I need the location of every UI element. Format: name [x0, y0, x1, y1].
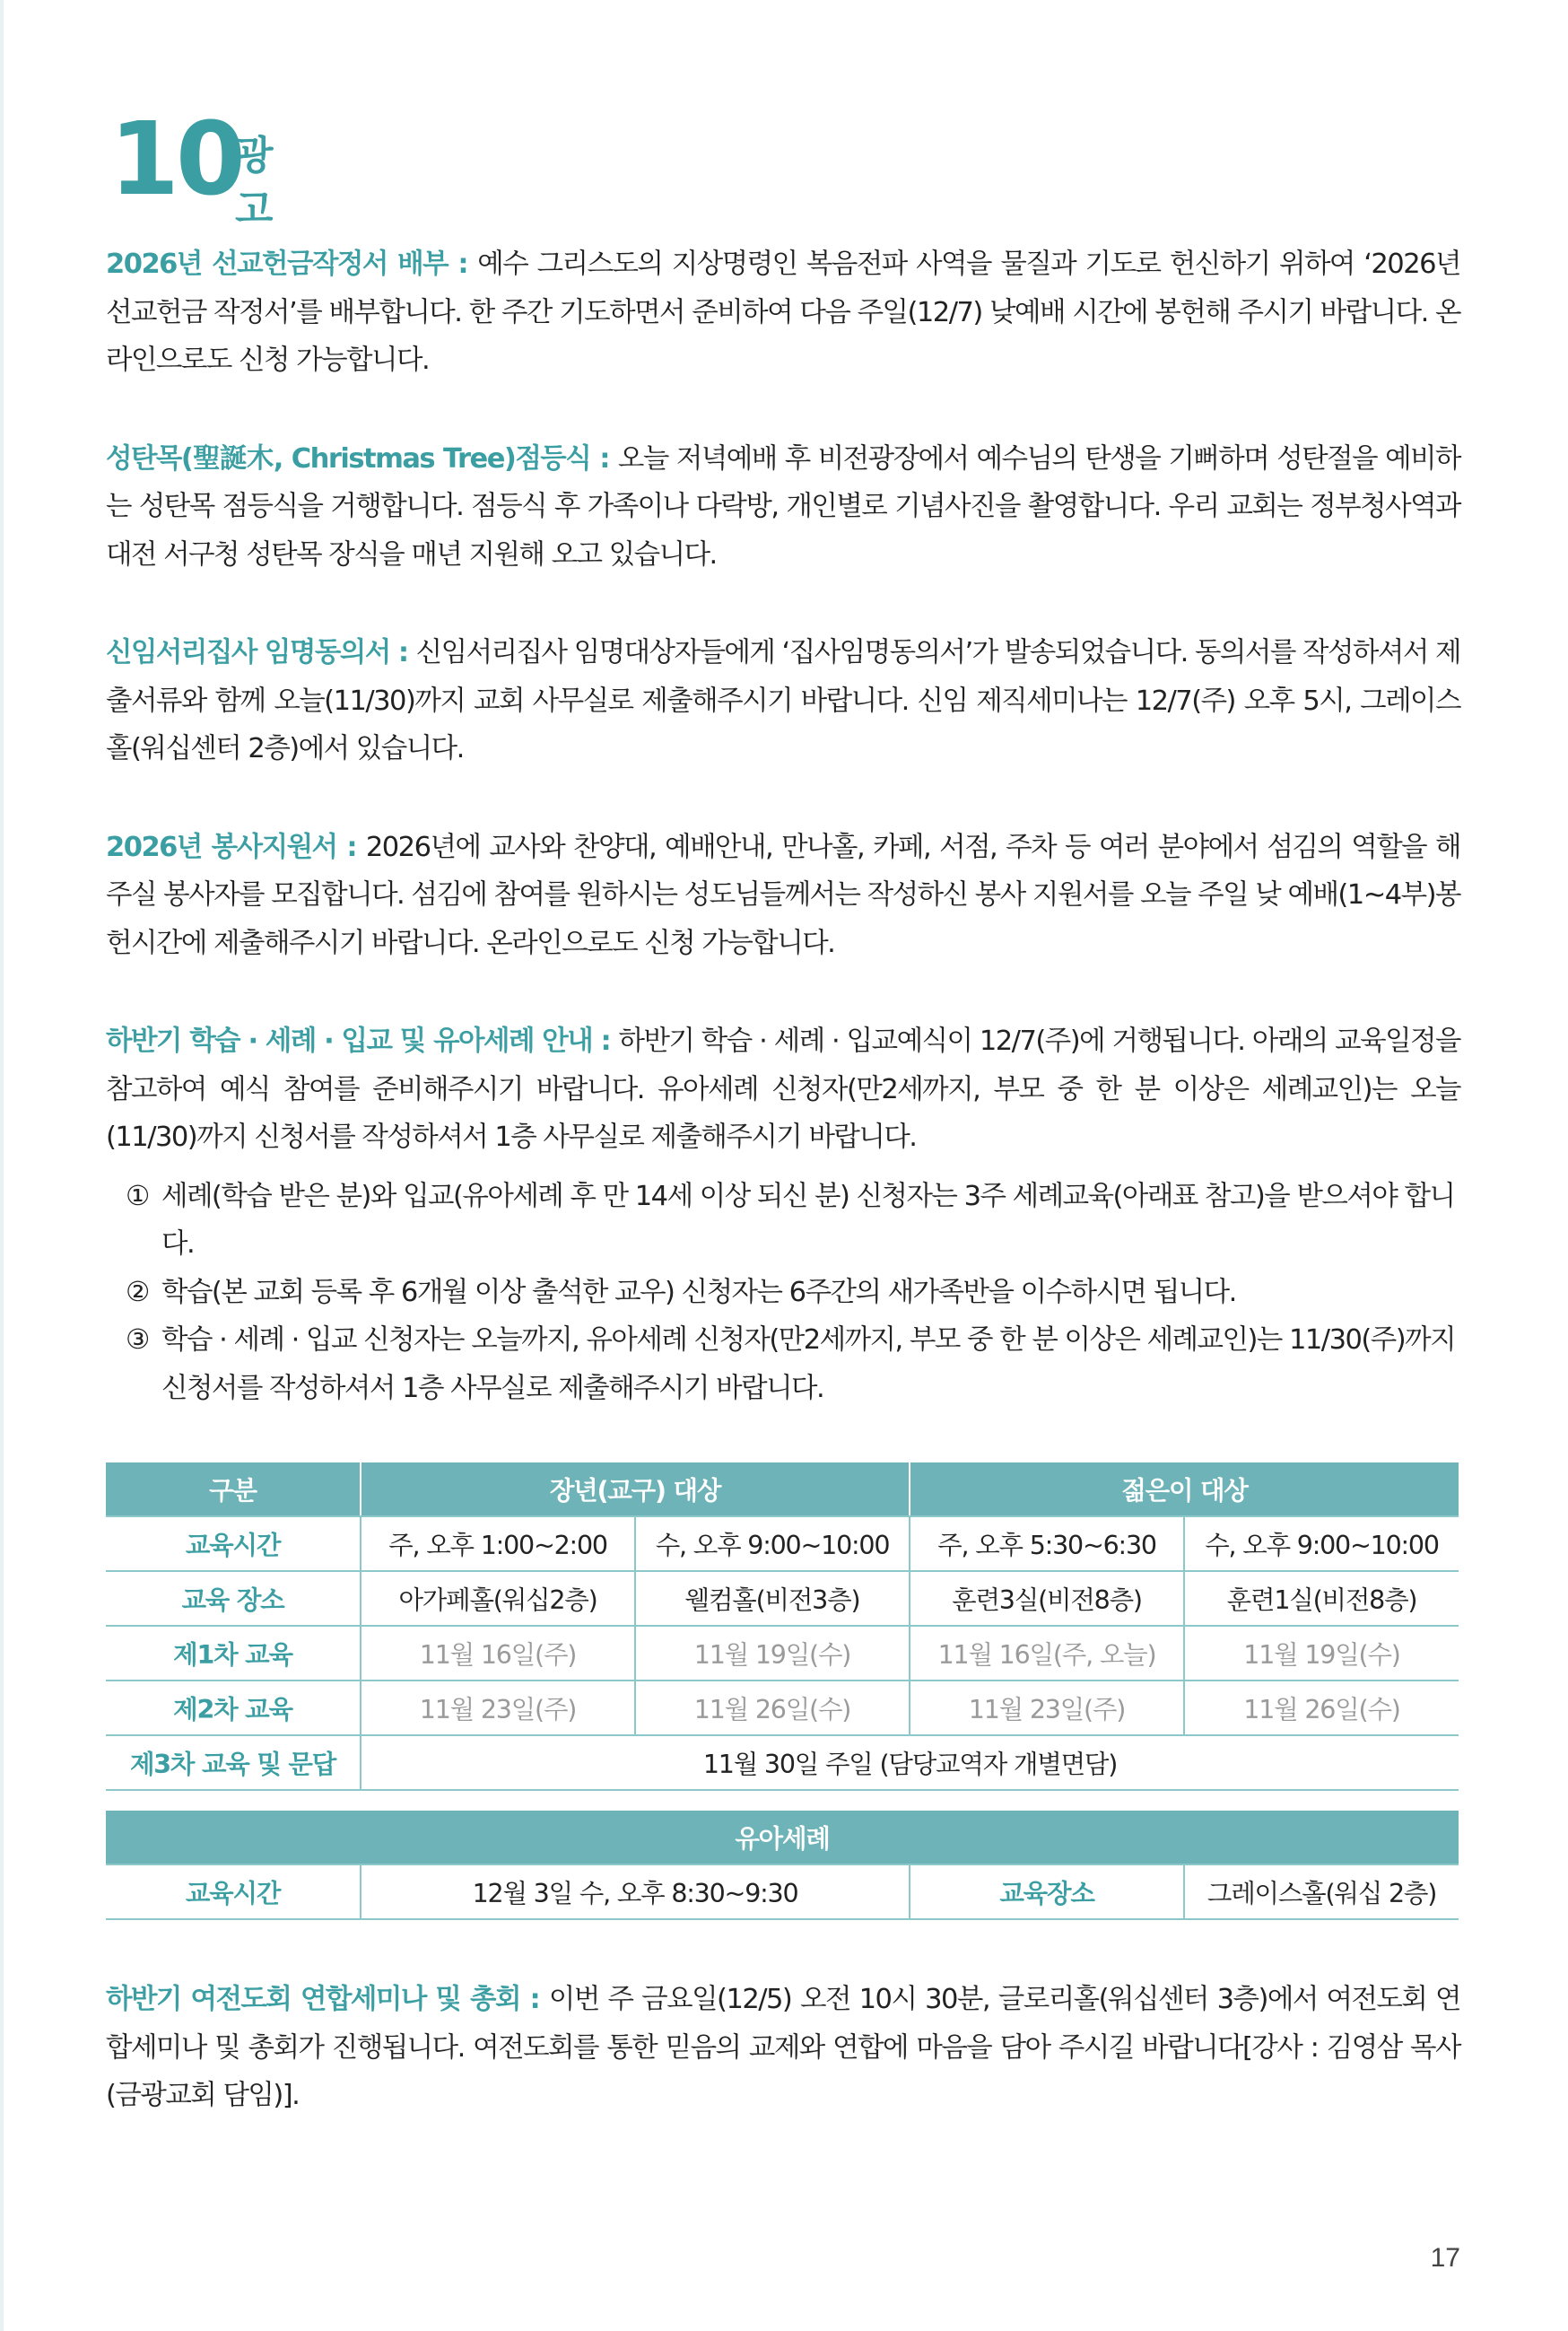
table-cell: 훈련3실(비전8층): [910, 1571, 1184, 1626]
announcement-mission-pledge: [106, 240, 1460, 385]
announcement-heading: 하반기 여전도회 연합세미나 및 총회 :: [106, 1984, 549, 2015]
row-label: 교육장소: [910, 1864, 1184, 1919]
header-category: 구분: [106, 1462, 361, 1516]
baptism-notes-list: [106, 1173, 1460, 1413]
table-cell: 그레이스홀(워십 2층): [1184, 1864, 1459, 1919]
table-cell: 11월 26일(수): [1184, 1681, 1459, 1735]
announcement-heading: 2026년 봉사지원서 :: [106, 831, 366, 863]
page-edge-rule: [0, 0, 4, 2331]
announcement-christmas-tree: [106, 435, 1460, 580]
row-label: 제3차 교육 및 문답: [106, 1735, 361, 1790]
announcement-heading: 성탄목(聖誕木, Christmas Tree)점등식 :: [106, 442, 618, 475]
table-cell: 11월 16일(주): [361, 1626, 635, 1681]
table-row: [106, 1571, 1459, 1626]
announcement-body: 예수 그리스도의 지상명령인 복음전파 사역을 물질과 기도로 헌신하기 위하여 ‘2026년 선교헌금 작정서’를 배부합니다. 한 주간 기도하면서 준비하여 다음 주일(12/7) 낮예배 시간에 봉헌해 주시기 바랍니다. 온라인으로도 신청 가능합니다.: [106, 249, 1460, 376]
page-number: 17: [1430, 2243, 1460, 2273]
announcement-body: 신임서리집사 임명대상자들에게 ‘집사임명동의서’가 발송되었습니다. 동의서를 작성하셔서 제출서류와 함께 오늘(11/30)까지 교회 사무실로 제출해주시기 바랍니다. 신임 제직세미나는 12/7(주) 오후 5시, 그레이스홀(워십센터 2층)에서 있습니다.: [106, 637, 1460, 764]
announcement-heading: 하반기 학습 · 세례 · 입교 및 유아세례 안내 :: [106, 1026, 619, 1057]
table-cell: 11월 30일 주일 (담당교역자 개별면담): [361, 1735, 1459, 1790]
section-title: 광고: [235, 133, 274, 232]
table-cell: 11월 23일(주): [361, 1681, 635, 1735]
row-label: 제1차 교육: [106, 1626, 361, 1681]
table-row: [106, 1681, 1459, 1735]
announcement-deacon-consent: [106, 629, 1460, 773]
education-schedule-table: [106, 1462, 1459, 1791]
announcement-baptism-guide: [106, 1017, 1460, 1162]
announcement-body: 이번 주 금요일(12/5) 오전 10시 30분, 글로리홀(워십센터 3층)에서 여전도회 연합세미나 및 총회가 진행됩니다. 여전도회를 통한 믿음의 교제와 연합에 마음을 담아 주시길 바랍니다[강사 : 김영삼 목사(금광교회 담임)].: [106, 1984, 1460, 2111]
infant-baptism-table: [106, 1811, 1459, 1920]
header-youth-group: 젊은이 대상: [910, 1462, 1459, 1516]
header-infant-baptism: 유아세례: [106, 1811, 1459, 1864]
table-cell: 11월 26일(수): [635, 1681, 910, 1735]
table-cell: 11월 23일(주): [910, 1681, 1184, 1735]
table-cell: 11월 16일(주, 오늘): [910, 1626, 1184, 1681]
table-cell: 11월 19일(수): [635, 1626, 910, 1681]
table-cell: 수, 오후 9:00~10:00: [635, 1516, 910, 1571]
note-text: 세례(학습 받은 분)와 입교(유아세례 후 만 14세 이상 되신 분) 신청자는 3주 세례교육(아래표 참고)을 받으셔야 합니다.: [161, 1180, 1455, 1260]
row-label: 교육 장소: [106, 1571, 361, 1626]
announcement-womens-seminar: [106, 1976, 1460, 2120]
table-row: [106, 1516, 1459, 1571]
table-cell: 웰컴홀(비전3층): [635, 1571, 910, 1626]
announcements: [106, 240, 1460, 2170]
note-item: [106, 1269, 1460, 1317]
table-header-row: [106, 1811, 1459, 1864]
table-cell: 수, 오후 9:00~10:00: [1184, 1516, 1459, 1571]
announcement-volunteer-form: [106, 824, 1460, 968]
table-row: [106, 1735, 1459, 1790]
row-label: 제2차 교육: [106, 1681, 361, 1735]
note-item: [106, 1316, 1460, 1412]
table-header-row: [106, 1462, 1459, 1516]
table-cell: 주, 오후 1:00~2:00: [361, 1516, 635, 1571]
note-text: 학습 · 세례 · 입교 신청자는 오늘까지, 유아세례 신청자(만2세까지, 부모 중 한 분 이상은 세례교인)는 11/30(주)까지 신청서를 작성하셔서 1층 사무실로 제출해주시기 바랍니다.: [161, 1324, 1456, 1404]
announcement-heading: 신임서리집사 임명동의서 :: [106, 637, 416, 668]
table-row: [106, 1864, 1459, 1919]
table-row: [106, 1626, 1459, 1681]
row-label: 교육시간: [106, 1516, 361, 1571]
announcement-body: 하반기 학습 · 세례 · 입교예식이 12/7(주)에 거행됩니다. 아래의 교육일정을 참고하여 예식 참여를 준비해주시기 바랍니다. 유아세례 신청자(만2세까지, 부모 중 한 분 이상은 세례교인)는 오늘(11/30)까지 신청서를 작성하셔서 1층 사무실로 제출해주시기 바랍니다.: [106, 1026, 1460, 1153]
note-text: 학습(본 교회 등록 후 6개월 이상 출석한 교우) 신청자는 6주간의 새가족반을 이수하시면 됩니다.: [161, 1276, 1236, 1308]
header-adult-group: 장년(교구) 대상: [361, 1462, 910, 1516]
note-marker: ①: [126, 1180, 149, 1212]
section-number: 10: [109, 101, 242, 218]
note-marker: ②: [126, 1276, 149, 1308]
table-cell: 12월 3일 수, 오후 8:30~9:30: [361, 1864, 910, 1919]
table-cell: 아가페홀(워십2층): [361, 1571, 635, 1626]
announcement-heading: 2026년 선교헌금작정서 배부 :: [106, 249, 478, 280]
announcement-body: 2026년에 교사와 찬양대, 예배안내, 만나홀, 카페, 서점, 주차 등 여러 분야에서 섬김의 역할을 해주실 봉사자를 모집합니다. 섬김에 참여를 원하시는 성도님들께서는 작성하신 봉사 지원서를 오늘 주일 낮 예배(1~4부)봉헌시간에 제출해주시기 바랍니다. 온라인으로도 신청 가능합니다.: [106, 831, 1461, 959]
table-cell: 훈련1실(비전8층): [1184, 1571, 1459, 1626]
row-label: 교육시간: [106, 1864, 361, 1919]
note-item: [106, 1173, 1460, 1269]
announcement-body: 오늘 저녁예배 후 비전광장에서 예수님의 탄생을 기뻐하며 성탄절을 예비하는 성탄목 점등식을 거행합니다. 점등식 후 가족이나 다락방, 개인별로 기념사진을 촬영합니다. 우리 교회는 정부청사역과 대전 서구청 성탄목 장식을 매년 지원해 오고 있습니다.: [106, 442, 1460, 571]
table-cell: 주, 오후 5:30~6:30: [910, 1516, 1184, 1571]
table-cell: 11월 19일(수): [1184, 1626, 1459, 1681]
note-marker: ③: [126, 1324, 149, 1356]
